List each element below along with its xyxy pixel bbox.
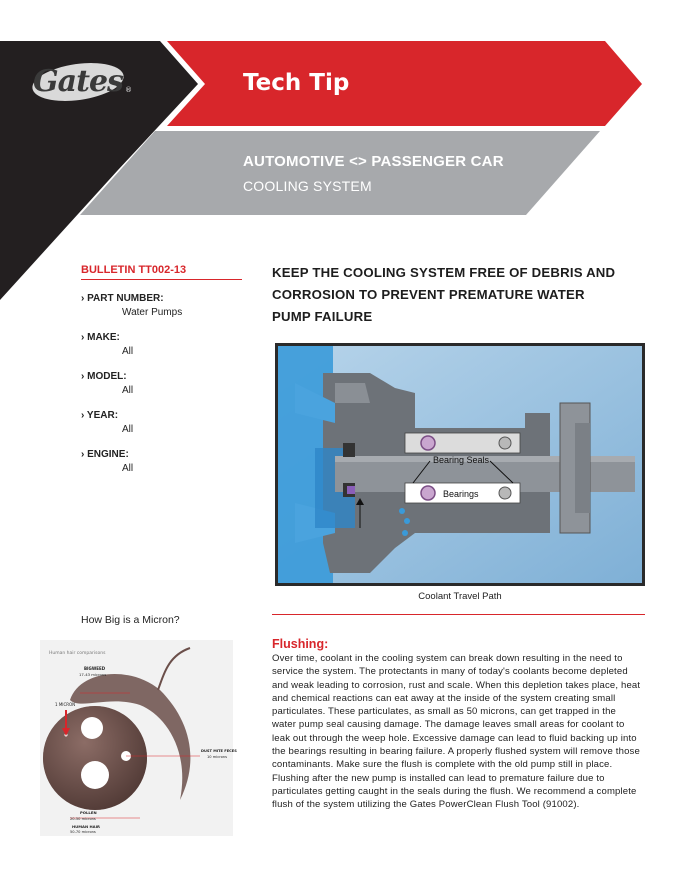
spec-engine	[81, 449, 133, 474]
dust-mite-label: DUST MITE FECES	[201, 749, 237, 753]
micron-comparison-image	[40, 640, 237, 836]
spec-value: All	[122, 385, 134, 396]
spec-label: › ENGINE:	[81, 449, 129, 460]
article-headline	[272, 262, 632, 328]
spec-year	[81, 410, 133, 435]
logo-text: Gates	[33, 64, 123, 99]
pollen-size: 20-50 microns	[70, 817, 96, 821]
diagram-caption: Coolant Travel Path	[418, 591, 502, 602]
red-banner	[167, 41, 642, 126]
spec-value: All	[122, 424, 134, 435]
spec-make	[81, 332, 133, 357]
bigweed-size: 17-43 microns	[79, 672, 107, 677]
pollen-label: POLLEN	[80, 810, 97, 815]
spec-value: All	[122, 463, 134, 474]
headline-line: PUMP FAILURE	[272, 309, 373, 324]
bigweed-label: BIGWEED	[84, 666, 106, 671]
bearing-seals-label: Bearing Seals	[433, 455, 490, 465]
section-body: Over time, coolant in the cooling system can break down resulting in the need to service the system. The protectants in many of today's coolants become depleted and weak leading to corrosion, rust and scale. When this depletion takes place, heat and chemical reactions can eat away at the inside of the system creating small particulates. These particulates, as small as 50 microns, can get trapped in the water pump seal causing damage. The damage leaves small areas for coolant to leak out through the weep hole. Excessive damage can lead to fluid backing up into the bearings resulting in bearing failure. A properly flushed system will remove those contaminants. Make sure the flush is complete with the old pump still in place. Flushing after the new pump is installed can lead to premature failure due to particulates getting caught in the seals during the flush. We recommend a complete flush of the system utilizing the Gates PowerClean Flush Tool (91002).	[272, 653, 641, 811]
headline-line: KEEP THE COOLING SYSTEM FREE OF DEBRIS AND	[272, 265, 616, 280]
gray-banner	[80, 131, 600, 215]
registered-mark: ®	[125, 86, 132, 94]
water-pump-cutaway-diagram	[275, 343, 645, 586]
page-title: Tech Tip	[243, 70, 350, 96]
bulletin-number: BULLETIN TT002-13	[81, 264, 242, 280]
dust-mite-size: 10 microns	[207, 755, 227, 759]
headline-line: CORROSION TO PREVENT PREMATURE WATER	[272, 287, 585, 302]
one-micron-label: 1 MICRON	[55, 702, 76, 707]
section-divider	[272, 614, 645, 615]
spec-label: › MODEL:	[81, 371, 127, 382]
hair-size: 50-70 microns	[70, 830, 96, 834]
spec-model	[81, 371, 133, 396]
spec-value: All	[122, 346, 134, 357]
spec-label: › YEAR:	[81, 410, 119, 421]
system-subtitle: COOLING SYSTEM	[243, 178, 372, 194]
spec-part-number	[81, 293, 182, 318]
panel-title: Human hair comparisons	[49, 651, 106, 656]
gates-logo	[30, 62, 132, 102]
category-subtitle: AUTOMOTIVE <> PASSENGER CAR	[243, 153, 504, 170]
spec-label: › PART NUMBER:	[81, 293, 164, 304]
micron-title: How Big is a Micron?	[81, 614, 180, 626]
bearings-label: Bearings	[443, 489, 479, 499]
spec-label: › MAKE:	[81, 332, 120, 343]
bigweed-circle	[81, 717, 103, 739]
spec-value: Water Pumps	[122, 307, 183, 318]
pollen-circle	[81, 761, 109, 789]
section-heading: Flushing:	[272, 637, 329, 651]
hair-label: HUMAN HAIR	[72, 824, 100, 829]
